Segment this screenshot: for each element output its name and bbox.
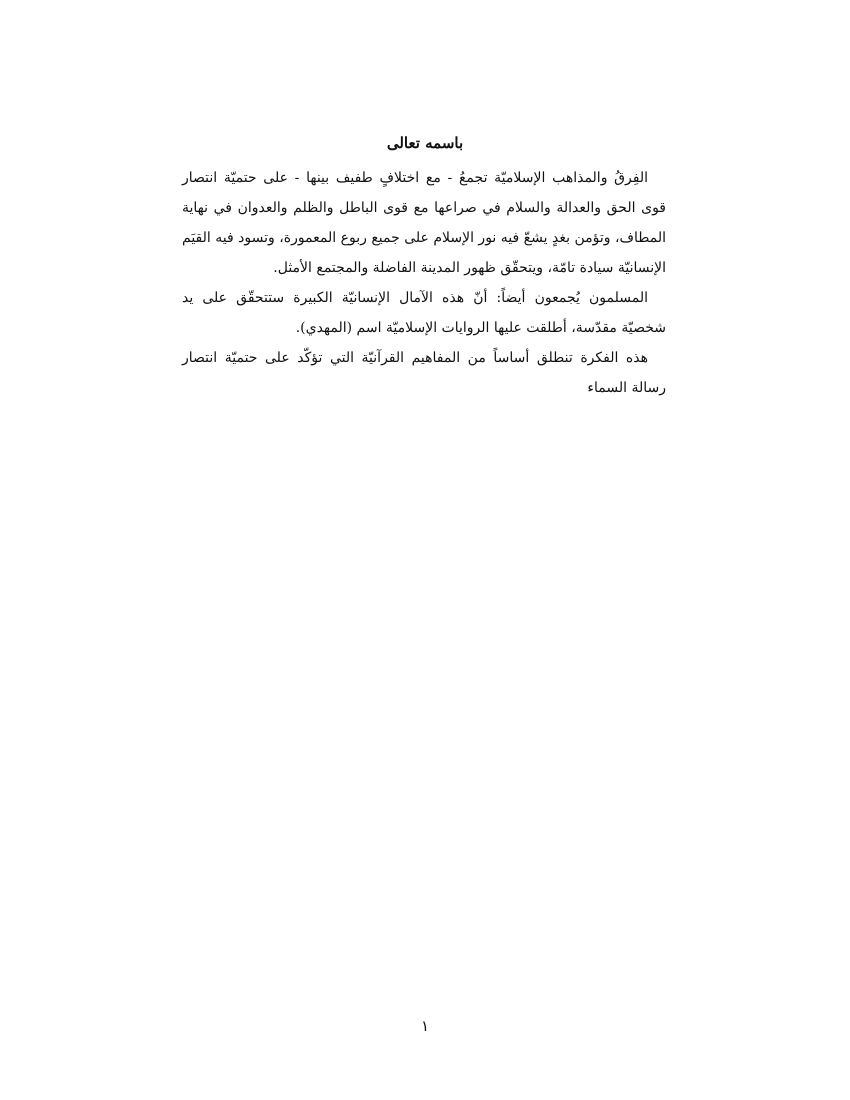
paragraph-1: الفِرقُ والمذاهب الإسلاميّة تجمعُ - مع اختلافٍ طفيف بينها - على حتميّة انتصار قوى الحق والعدالة والسلام في صراعها مع قوى الباطل والظلم والعدوان في نهاية المطاف، وتؤمن بغدٍ يشعّ فيه نور الإسلام على جميع ربوع المعمورة، وتسود فيه القيَم الإنسانيّة سيادة تامّة، ويتحقّق ظهور المدينة الفاضلة والمجتمع الأمثل. [182, 170, 666, 276]
paragraph-3: هذه الفكرة تنطلق أساساً من المفاهيم القرآنيّة التي تؤكّد على حتميّة انتصار رسالة السماء [182, 350, 666, 396]
paragraph-2: المسلمون يُجمعون أيضاً: أنّ هذه الآمال الإنسانيّة الكبيرة ستتحقّق على يد شخصيّة مقدّسة، أطلقت عليها الروايات الإسلاميّة اسم (المهدي). [182, 290, 666, 336]
page-number: ١ [420, 1017, 430, 1035]
body-text [182, 163, 666, 403]
page-heading: باسمه تعالى [386, 134, 464, 152]
